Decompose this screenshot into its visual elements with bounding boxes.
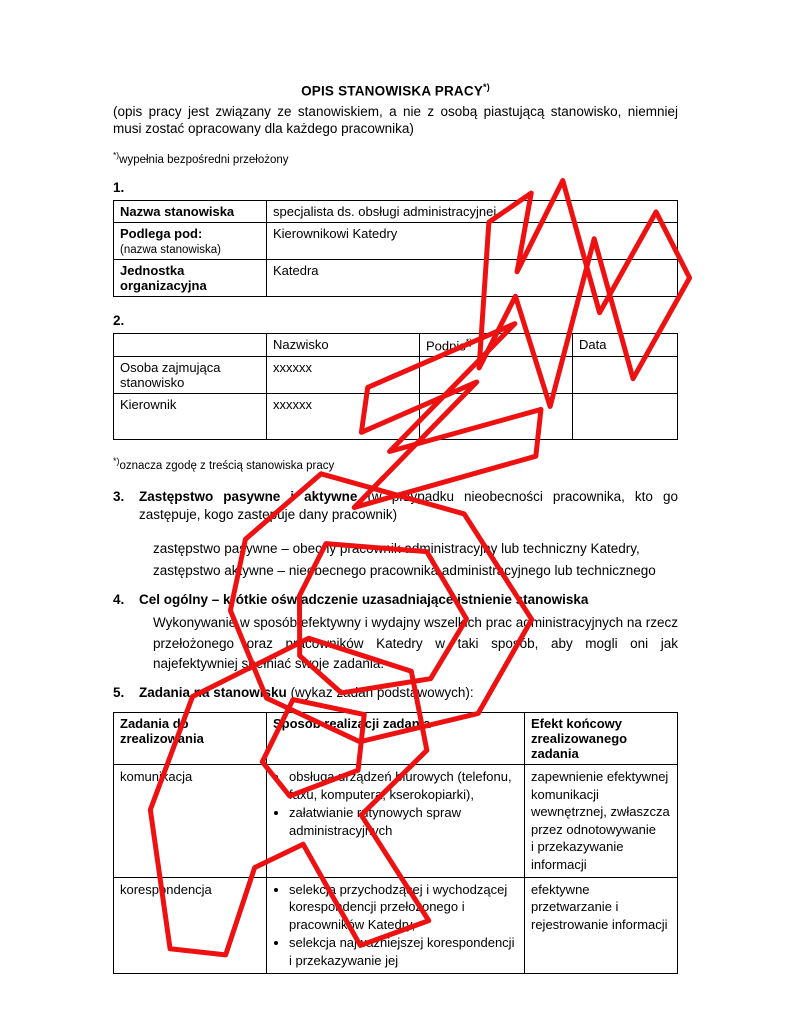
method-bullet-list [273,768,518,839]
header-cell-nazwisko: Nazwisko [267,333,420,356]
header-cell-method: Sposób realizacji zadania [267,713,525,765]
document-content [113,82,678,990]
table-row [114,394,678,440]
section-5-title: Zadania na stanowisku [139,685,287,701]
table-row [114,877,678,974]
effect-line: efektywne przetwarzanie i rejestrowanie informacji [531,881,668,932]
cell-podpis [420,357,573,394]
list-item: • obsługa urządzeń biurowych (telefonu, faxu, komputera, kserokopiarki), [289,768,518,803]
table-row [114,357,678,394]
signature-footnote-text: oznacza zgodę z treścią stanowiska pracy [119,460,335,473]
header-cell-podpis [420,333,573,356]
section-4-body [113,613,678,674]
list-item: • załatwianie rutynowych spraw administracyjnych [289,804,518,839]
section-3-subtitle: (w przypadku nieobecności pracownika, kto go zastępuje, kogo zastępuje dany pracownik) [139,489,678,523]
section-5-number: 5. [113,685,125,701]
header-cell-podpis-superscript: *) [465,336,473,347]
signatures-table [113,333,678,440]
row-value-cell: Kierownikowi Katedry [267,222,678,259]
signature-footnote-superscript: *) [113,456,120,467]
row-label: Osoba zajmująca stanowisko [114,357,267,394]
effect-line: i przekazywanie informacji [531,839,624,872]
cell-effect [525,765,678,877]
section-3-title: Zastępstwo pasywne i aktywne [139,489,358,505]
section-2-number: 2. [113,312,125,328]
row-label: Jednostka organizacyjna [120,262,207,293]
header-cell-data: Data [573,333,678,356]
cell-task: korespondencja [114,877,267,974]
section-3-line-1: zastępstwo pasywne – obecny pracownik administracyjny lub techniczny Katedry, [153,540,640,556]
section-1-number: 1. [113,179,125,195]
section-5 [113,684,678,702]
row-label-cell [114,259,267,296]
signature-footnote [113,456,678,472]
table-header-row [114,333,678,356]
cell-podpis [420,394,573,440]
row-label-cell [114,200,267,222]
list-item: • selekcja przychodzącej i wychodzącej korespondencji przełożonego i pracowników Katedry, [289,881,518,934]
header-cell-tasks: Zadania do zrealizowania [114,713,267,765]
cell-task: komunikacja [114,765,267,877]
row-label-sub: (nazwa stanowiska) [120,243,221,256]
cell-data [573,394,678,440]
section-3 [113,488,678,581]
top-footnote [113,150,678,166]
row-label: Nazwa stanowiska [120,203,235,219]
section-4 [113,591,678,674]
position-info-table [113,200,678,297]
cell-nazwisko: xxxxxx [267,394,420,440]
top-footnote-superscript: *) [113,150,120,161]
cell-nazwisko: xxxxxx [267,357,420,394]
cell-method [267,877,525,974]
table-header-row [114,713,678,765]
row-label-cell [114,222,267,259]
row-label: Podlega pod: [120,225,203,241]
spacer [153,529,678,539]
tasks-table [113,712,678,974]
page-title-superscript: *) [483,82,490,92]
table-row [114,765,678,877]
section-5-heading [113,684,678,702]
section-3-line-2: zastępstwo aktywne – nieobecnego pracownika administracyjnego lub technicznego [153,562,656,578]
section-4-line-1: Wykonywanie w sposób efektywny i wydajny wszelkich prac administracyjnych na rzecz przełożonego oraz pracowników Katedry w taki sposób, aby mogli oni jak najefektywniej spełniać swoje zadania. [153,615,678,671]
row-value-cell: specjalista ds. obsługi administracyjnej [267,200,678,222]
effect-line: zapewnienie efektywnej komunikacji wewnętrznej, zwłaszcza przez odnotowywanie [531,769,670,837]
top-footnote-text: wypełnia bezpośredni przełożony [119,153,289,166]
section-5-subtitle: (wykaz zadań podstawowych): [290,685,474,701]
section-4-title: Cel ogólny – krótkie oświadczenie uzasadniające istnienie stanowiska [139,592,589,608]
table-row [114,222,678,259]
table-row [114,200,678,222]
method-bullet-list [273,881,518,970]
header-cell-podpis-text: Podpis [426,338,466,354]
section-3-body [113,529,678,582]
section-4-heading [113,591,678,609]
row-value-cell: Katedra [267,259,678,296]
cell-effect [525,877,678,974]
header-cell-empty [114,333,267,356]
section-3-number: 3. [113,489,125,505]
table-row [114,259,678,296]
section-3-heading [113,488,678,524]
page-title-text: OPIS STANOWISKA PRACY [301,83,484,99]
section-4-number: 4. [113,592,125,608]
document-subtitle: (opis pracy jest związany ze stanowiskiem, a nie z osobą piastującą stanowisko, niemniej musi zostać opracowany dla każdego pracownika) [113,103,678,137]
header-cell-effect: Efekt końcowy zrealizowanego zadania [525,713,678,765]
page-title [113,82,678,99]
cell-method [267,765,525,877]
cell-data [573,357,678,394]
row-label: Kierownik [114,394,267,440]
list-item: • selekcja najważniejszej korespondencji i przekazywanie jej [289,934,518,969]
